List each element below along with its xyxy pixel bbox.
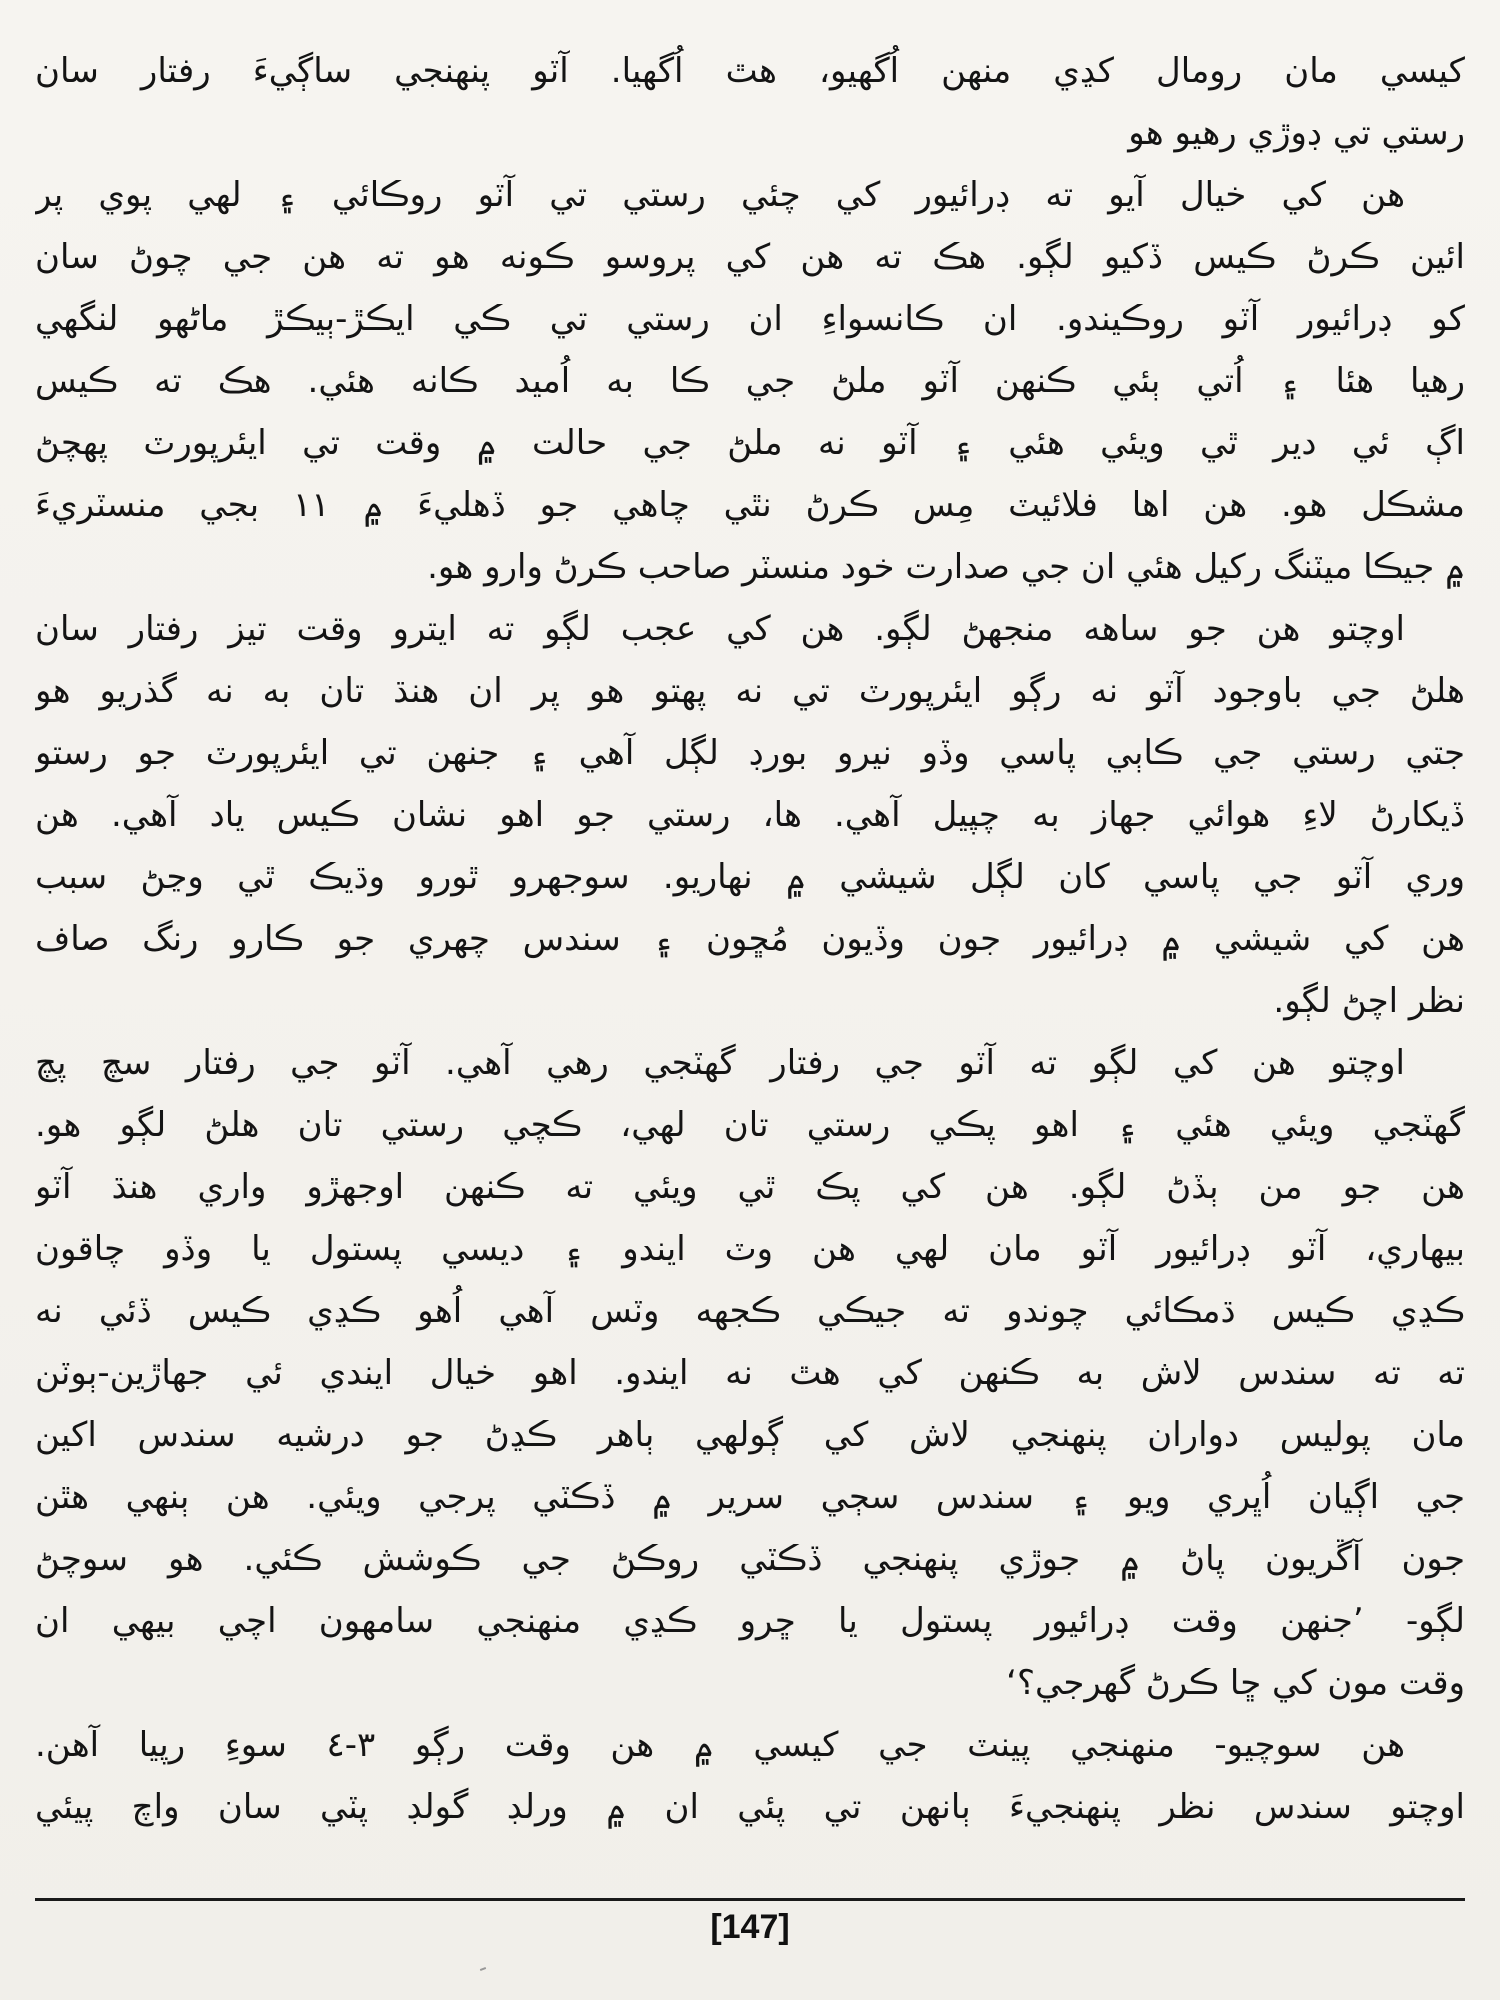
- text-line: هن جو من ٻڏڻ لڳو. هن کي پڪ ٿي ويئي ته ڪنهن اوجهڙو واري هنڌ آٽو: [35, 1167, 1465, 1207]
- text-line: جون آڱريون پاڻ ۾ جوڙي پنهنجي ڏڪٽي روڪڻ جي ڪوشش ڪئي. هو سوچڻ: [35, 1539, 1465, 1579]
- text-line: وقت مون کي ڇا ڪرڻ گهرجي؟‘: [1006, 1663, 1465, 1703]
- text-line: مشڪل هو. هن اها فلائيٽ مِس ڪرڻ نٿي چاهي جو ڏهليءَ ۾ ١١ بجي منسٽريءَ: [35, 485, 1465, 525]
- text-line: رهيا هئا ۽ اُتي ٻئي ڪنهن آٽو ملڻ جي ڪا به اُميد ڪانه هئي. هڪ ته ڪيس: [35, 361, 1465, 401]
- text-line: وري آٽو جي پاسي کان لڳل شيشي ۾ نهاريو. سوجهرو ٿورو وڌيڪ ٿي وڃڻ سبب: [35, 857, 1465, 897]
- text-line: اوچتو هن جو ساهه منجهڻ لڳو. هن کي عجب لڳو ته ايترو وقت تيز رفتار سان: [35, 609, 1405, 649]
- text-line: هن کي خيال آيو ته ڊرائيور کي چئي رستي تي آٽو روڪائي ۽ لهي پوي پر: [35, 175, 1405, 215]
- text-line: جي اڳيان اُڀري ويو ۽ سندس سڄي سرير ۾ ڏڪٽي پرجي ويئي. هن ٻنهي هٿن: [35, 1477, 1465, 1517]
- text-line: کو ڊرائيور آٽو روڪيندو. ان ڪانسواءِ ان رستي تي ڪي ايڪڙ-ٻيڪڙ ماڻهو لنگهي: [35, 299, 1465, 339]
- scan-speck: [480, 1967, 486, 1971]
- text-line: ائين ڪرڻ ڪيس ڏکيو لڳو. هڪ ته هن کي پروسو ڪونه هو ته هن جي چوڻ سان: [35, 237, 1465, 277]
- text-line: ته ته سندس لاش به ڪنهن کي هٿ نه ايندو. اهو خيال ايندي ئي جهاڙين-ٻوٽن: [35, 1353, 1465, 1393]
- text-line: لڳو- ’جنهن وقت ڊرائيور پستول يا ڇرو ڪڍي منهنجي سامهون اچي بيهي ان: [35, 1601, 1465, 1641]
- text-line: ڪڍي ڪيس ڌمڪائي چوندو ته جيڪي ڪجهه وٽس آهي اُهو ڪڍي ڪيس ڏئي نه: [35, 1291, 1465, 1331]
- text-line: كيسي مان رومال كڍي منهن اُگهيو، هٿ اُگهيا. آٽو پنهنجي ساڳيءَ رفتار سان: [35, 51, 1465, 91]
- text-line: بيهاري، آٽو ڊرائيور آٽو مان لهي هن وٽ ايندو ۽ ديسي پستول يا وڏو چاقون: [35, 1229, 1465, 1269]
- text-line: هلڻ جي باوجود آٽو نه رڳو ايئرپورٽ تي نه پهتو هو پر ان هنڌ تان به نه گذريو هو: [35, 671, 1465, 711]
- text-line: نظر اچڻ لڳو.: [1273, 981, 1465, 1021]
- footer-rule: [35, 1898, 1465, 1901]
- text-line: رستي تي ڊوڙي رهيو هو: [1128, 113, 1465, 153]
- text-line: اوچتو هن کي لڳو ته آٽو جي رفتار گهٽجي رهي آهي. آٽو جي رفتار سچ پچ: [35, 1043, 1405, 1083]
- text-line: مان پوليس دواران پنهنجي لاش کي ڳولهي ٻاهر ڪڍڻ جو درشيه سندس اکين: [35, 1415, 1465, 1455]
- text-line: گهٽجي ويئي هئي ۽ اهو پڪي رستي تان لهي، ڪچي رستي تان هلڻ لڳو هو.: [35, 1105, 1465, 1145]
- text-line: هن کي شيشي ۾ ڊرائيور جون وڏيون مُڇون ۽ سندس چهري جو ڪارو رنگ صاف: [35, 919, 1465, 959]
- text-line: هن سوچيو- منهنجي پينٽ جي کيسي ۾ هن وقت رڳو ٣-٤ سوءِ رپيا آهن.: [35, 1725, 1405, 1765]
- text-line: اوچتو سندس نظر پنهنجيءَ ٻانهن تي پئي ان ۾ ورلڊ گولڊ پٽي سان واچ پيئي: [35, 1787, 1465, 1827]
- text-line: اڳ ئي دير ٿي ويئي هئي ۽ آٽو نه ملڻ جي حالت ۾ وقت تي ايئرپورٽ پهچڻ: [35, 423, 1465, 463]
- text-line: جتي رستي جي ڪاٻي پاسي وڏو نيرو بورڊ لڳل آهي ۽ جنهن تي ايئرپورٽ جو رستو: [35, 733, 1465, 773]
- text-line: ۾ جيڪا ميٽنگ رکيل هئي ان جي صدارت خود منسٽر صاحب ڪرڻ وارو هو.: [427, 547, 1465, 587]
- page-number: [147]: [710, 1908, 790, 1946]
- sindhi-text-body: [35, 40, 1465, 1838]
- text-line: ڏيکارڻ لاءِ هوائي جهاز به چپيل آهي. ها، رستي جو اهو نشان ڪيس ياد آهي. هن: [35, 795, 1465, 835]
